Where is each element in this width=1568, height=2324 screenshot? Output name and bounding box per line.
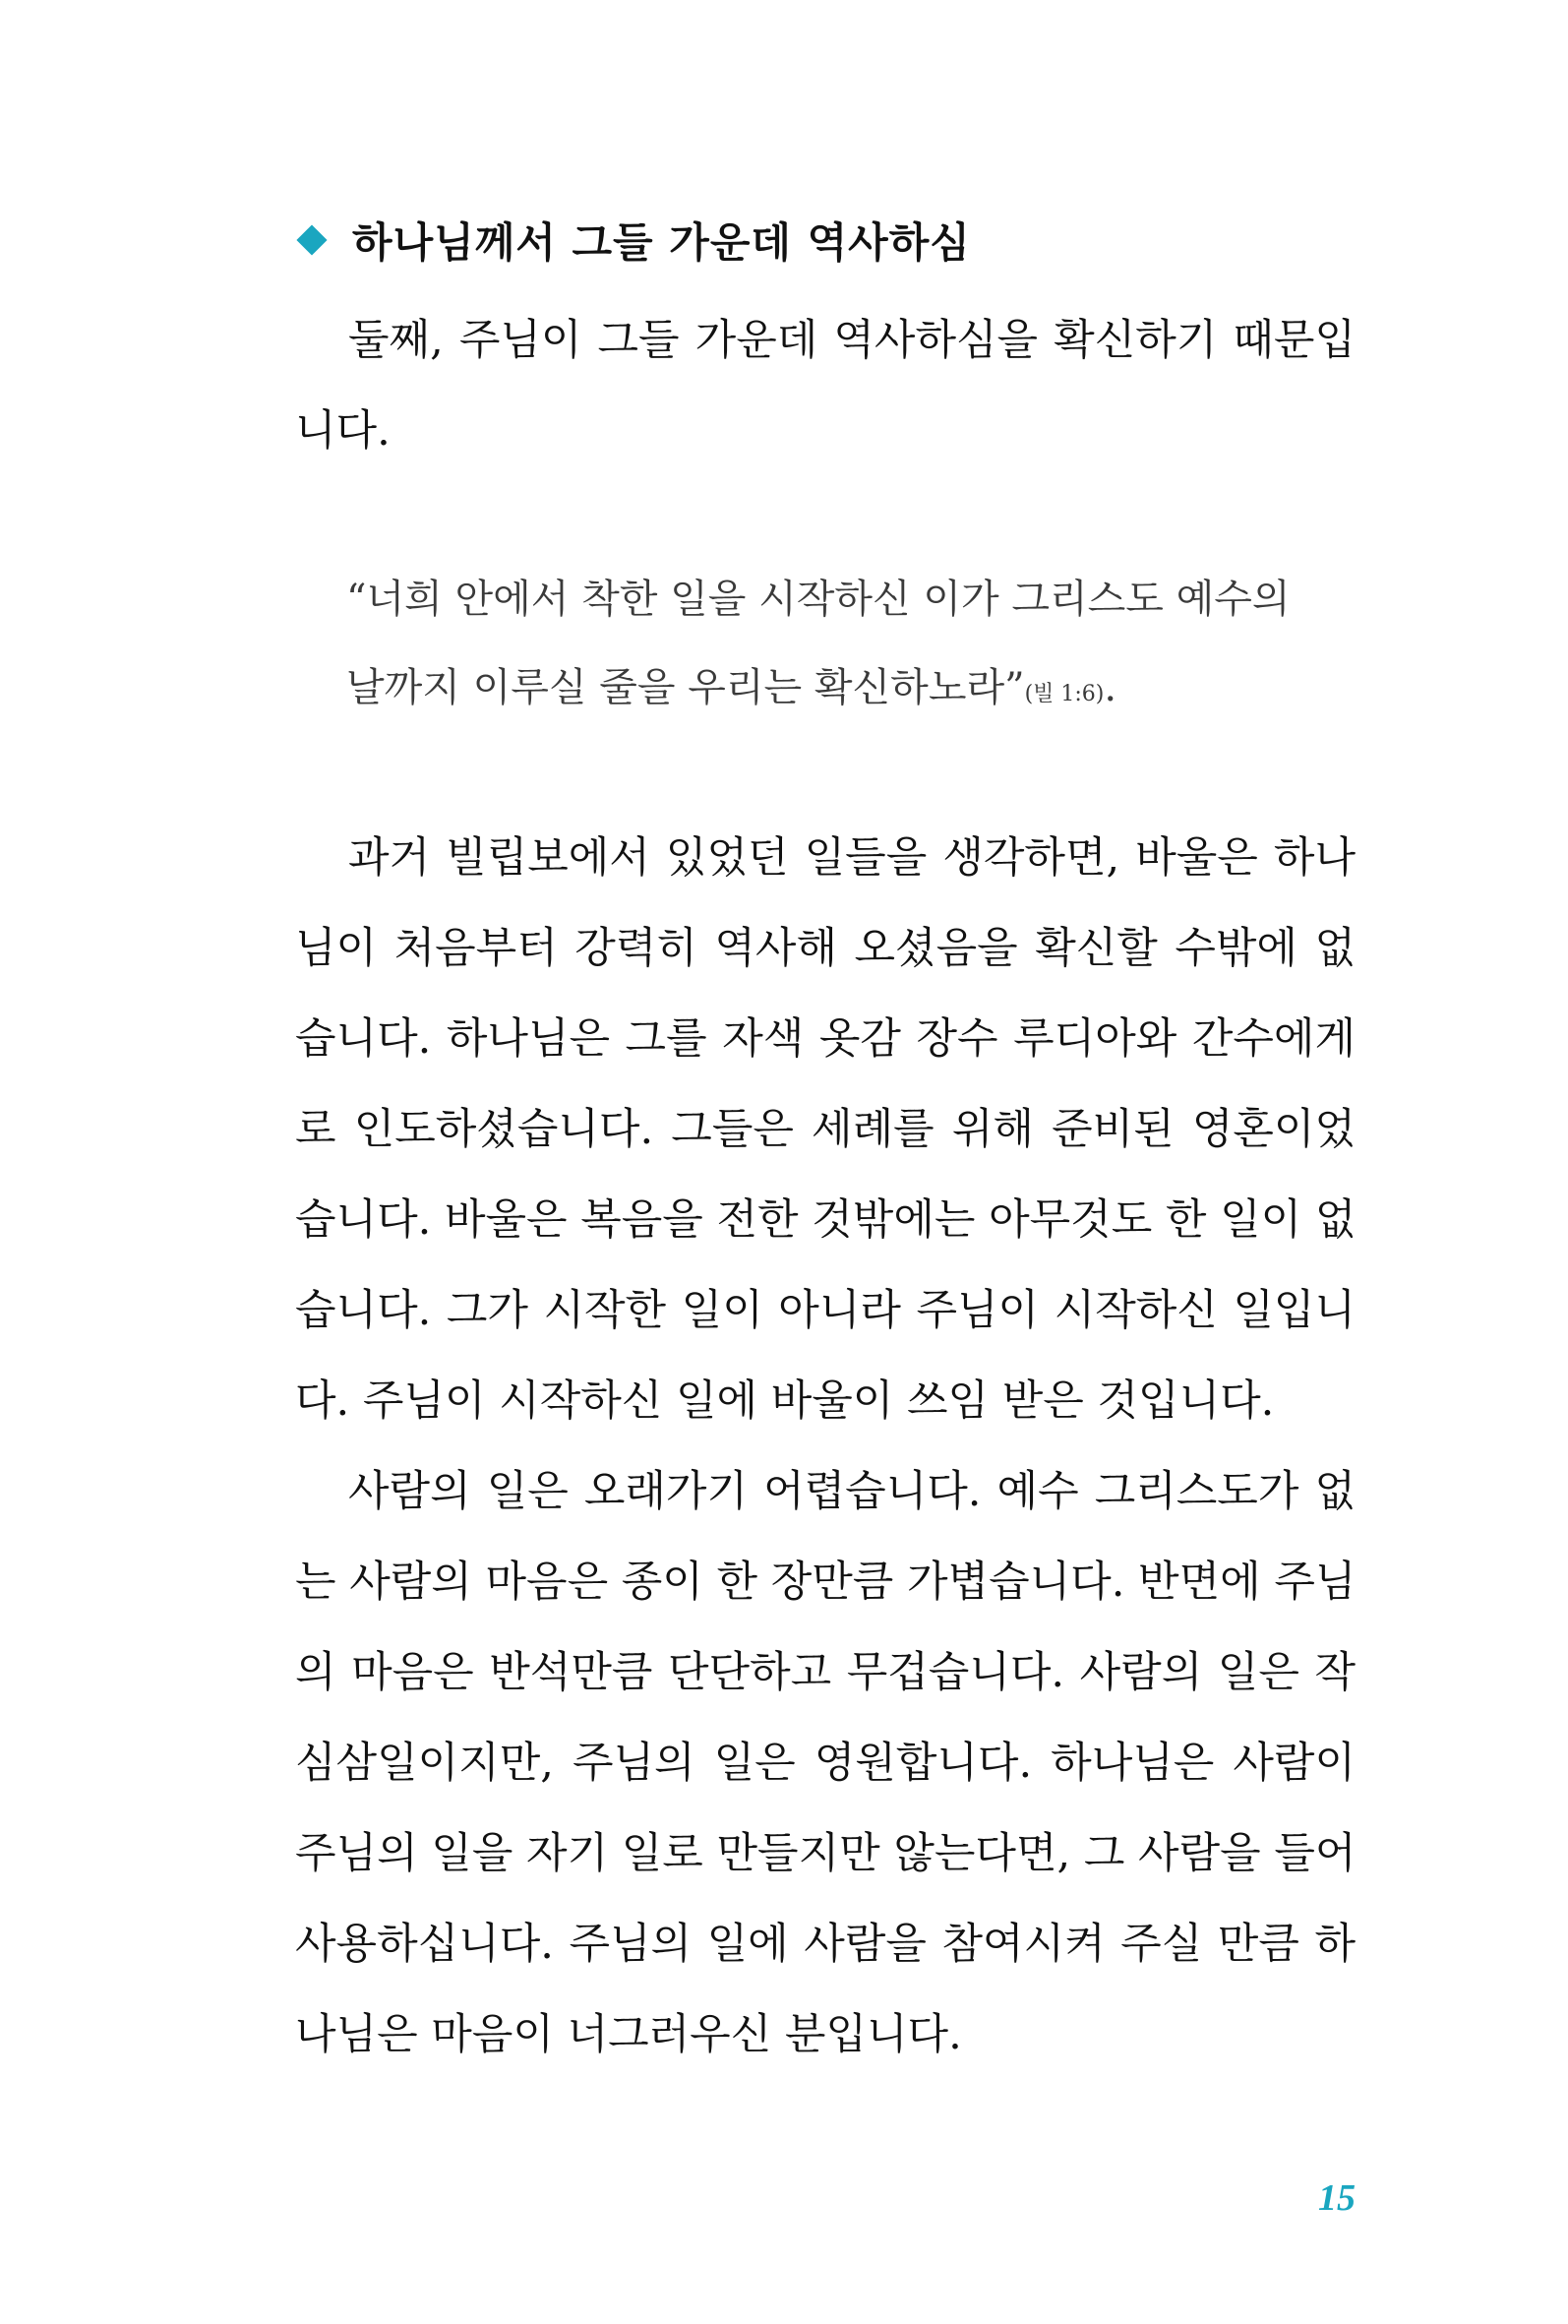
section-heading — [295, 211, 1377, 270]
text-line: 의 마음은 반석만큼 단단하고 무겁습니다. 사람의 일은 작 — [295, 1648, 1356, 1697]
page-number: 15 — [1318, 2177, 1356, 2219]
scripture-quote — [346, 555, 1330, 732]
quote-line: “너희 안에서 착한 일을 시작하신 이가 그리스도 예수의 — [346, 577, 1291, 622]
text-line: 둘째, 주님이 그들 가운데 역사하심을 확신하기 때문입 — [348, 316, 1356, 365]
scripture-citation: (빌 1:6) — [1024, 682, 1105, 706]
text-line: 사람의 일은 오래가기 어렵습니다. 예수 그리스도가 없 — [348, 1467, 1356, 1516]
paragraph-1 — [295, 295, 1356, 476]
quote-end-punctuation: . — [1104, 665, 1117, 710]
text-line: 습니다. 바울은 복음을 전한 것밖에는 아무것도 한 일이 없 — [295, 1195, 1356, 1245]
text-line: 는 사람의 마음은 종이 한 장만큼 가볍습니다. 반면에 주님 — [295, 1558, 1356, 1607]
text-line: 로 인도하셨습니다. 그들은 세례를 위해 준비된 영혼이었 — [295, 1105, 1356, 1154]
text-line: 님이 처음부터 강력히 역사해 오셨음을 확신할 수밖에 없 — [295, 924, 1356, 973]
text-line: 사용하십니다. 주님의 일에 사람을 참여시켜 주실 만큼 하 — [295, 1920, 1356, 1969]
text-line: 나님은 마음이 너그러우신 분입니다. — [295, 2010, 962, 2059]
quote-line-text: 날까지 이루실 줄을 우리는 확신하노라” — [346, 665, 1025, 710]
text-line: 습니다. 하나님은 그를 자색 옷감 장수 루디아와 간수에게 — [295, 1014, 1356, 1064]
section-heading-text: 하나님께서 그들 가운데 역사하심 — [352, 218, 971, 267]
paragraph-3 — [295, 1446, 1356, 2080]
text-line: 습니다. 그가 시작한 일이 아니라 주님이 시작하신 일입니 — [295, 1286, 1356, 1335]
diamond-bullet-icon — [296, 224, 327, 255]
text-line: 다. 주님이 시작하신 일에 바울이 쓰임 받은 것입니다. — [295, 1376, 1275, 1426]
text-line: 니다. — [295, 406, 391, 456]
quote-line — [346, 643, 1330, 732]
text-line: 심삼일이지만, 주님의 일은 영원합니다. 하나님은 사람이 — [295, 1739, 1356, 1788]
text-line: 주님의 일을 자기 일로 만들지만 않는다면, 그 사람을 들어 — [295, 1829, 1356, 1878]
text-line: 과거 빌립보에서 있었던 일들을 생각하면, 바울은 하나 — [348, 833, 1356, 883]
paragraph-2 — [295, 813, 1356, 1446]
